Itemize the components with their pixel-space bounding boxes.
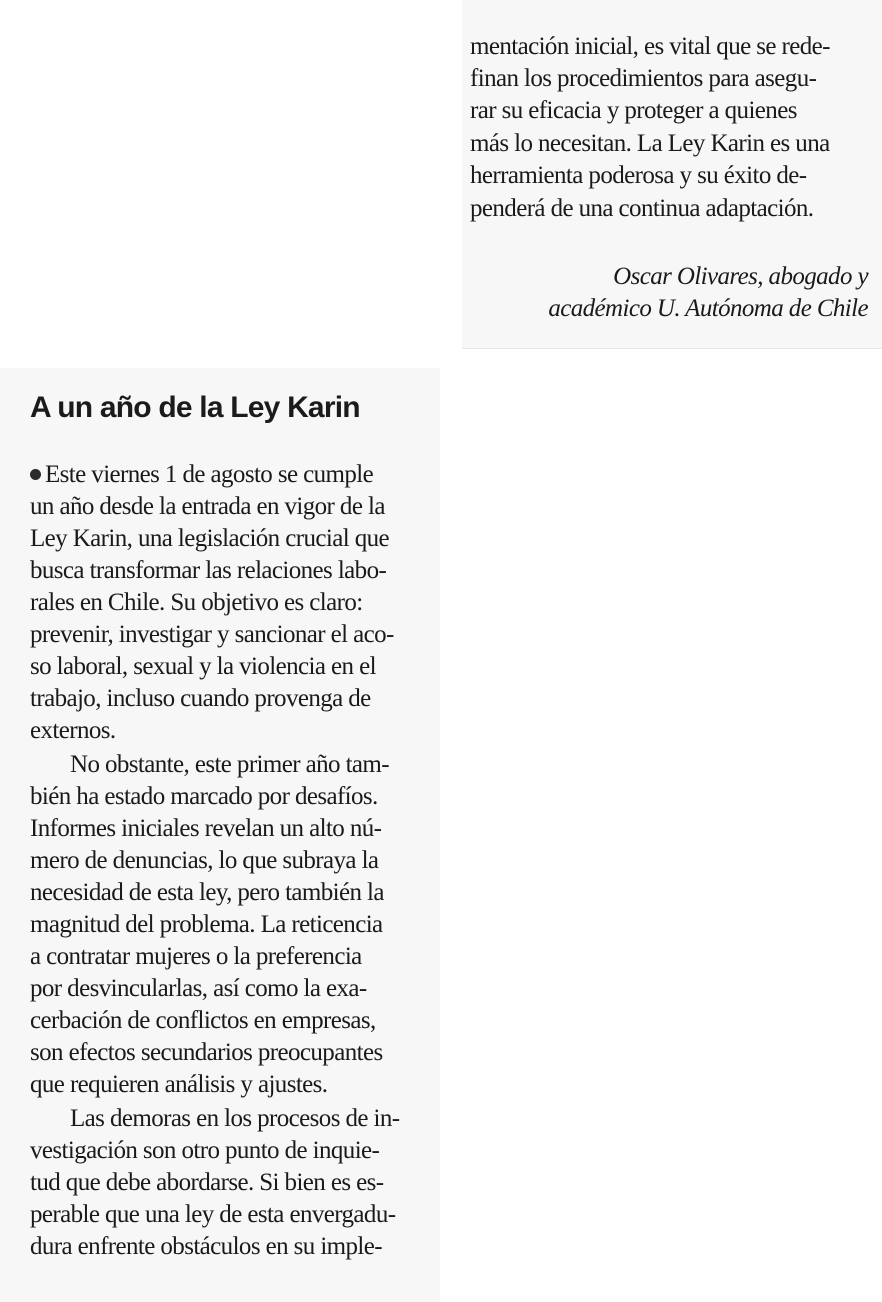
top-column-line: más lo necesitan. La Ley Karin es una: [470, 130, 830, 157]
article-line: so laboral, sexual y la violencia en el: [30, 653, 376, 680]
article-line: No obstante, este primer año tam-: [70, 751, 389, 778]
article-line: busca transformar las relaciones labo-: [30, 557, 387, 584]
article-line: que requieren análisis y ajustes.: [30, 1071, 328, 1098]
article-line: Las demoras en los procesos de in-: [70, 1105, 400, 1132]
article-line: dura enfrente obstáculos en su imple-: [30, 1233, 382, 1260]
article-line: Ley Karin, una legislación crucial que: [30, 525, 389, 552]
article-line: por desvincularlas, así como la exa-: [30, 975, 367, 1002]
top-column-line: herramienta poderosa y su éxito de-: [470, 162, 807, 189]
article-line: vestigación son otro punto de inquie-: [30, 1137, 380, 1164]
article-line: mero de denuncias, lo que subraya la: [30, 847, 379, 874]
article-line: rales en Chile. Su objetivo es claro:: [30, 589, 363, 616]
byline-author: Oscar Olivares, abogado y: [613, 263, 868, 290]
top-column-line: penderá de una continua adaptación.: [470, 195, 814, 222]
article-line: tud que debe abordarse. Si bien es es-: [30, 1169, 384, 1196]
top-column-line: finan los procedimientos para asegu-: [470, 65, 817, 92]
article-line: magnitud del problema. La reticencia: [30, 911, 383, 938]
article-line: un año desde la entrada en vigor de la: [30, 493, 385, 520]
top-column-line: rar su eficacia y proteger a quienes: [470, 97, 797, 124]
byline-affiliation: académico U. Autónoma de Chile: [548, 295, 868, 322]
bullet-icon: [30, 469, 41, 480]
top-column-line: mentación inicial, es vital que se rede-: [470, 33, 830, 60]
article-line: externos.: [30, 717, 116, 744]
article-line: necesidad de esta ley, pero también la: [30, 879, 384, 906]
article-line: cerbación de conflictos en empresas,: [30, 1007, 376, 1034]
article-headline: A un año de la Ley Karin: [30, 391, 360, 424]
article-line: prevenir, investigar y sancionar el aco-: [30, 621, 394, 648]
article-line: bién ha estado marcado por desafíos.: [30, 783, 378, 810]
article-line: Informes iniciales revelan un alto nú-: [30, 815, 382, 842]
article-line: perable que una ley de esta envergadu-: [30, 1201, 396, 1228]
article-lead-line: [30, 460, 373, 490]
article-line-text: Este viernes 1 de agosto se cumple: [45, 461, 374, 488]
article-line: a contratar mujeres o la preferencia: [30, 943, 362, 970]
article-line: son efectos secundarios preocupantes: [30, 1039, 383, 1066]
article-line: trabajo, incluso cuando provenga de: [30, 685, 371, 712]
